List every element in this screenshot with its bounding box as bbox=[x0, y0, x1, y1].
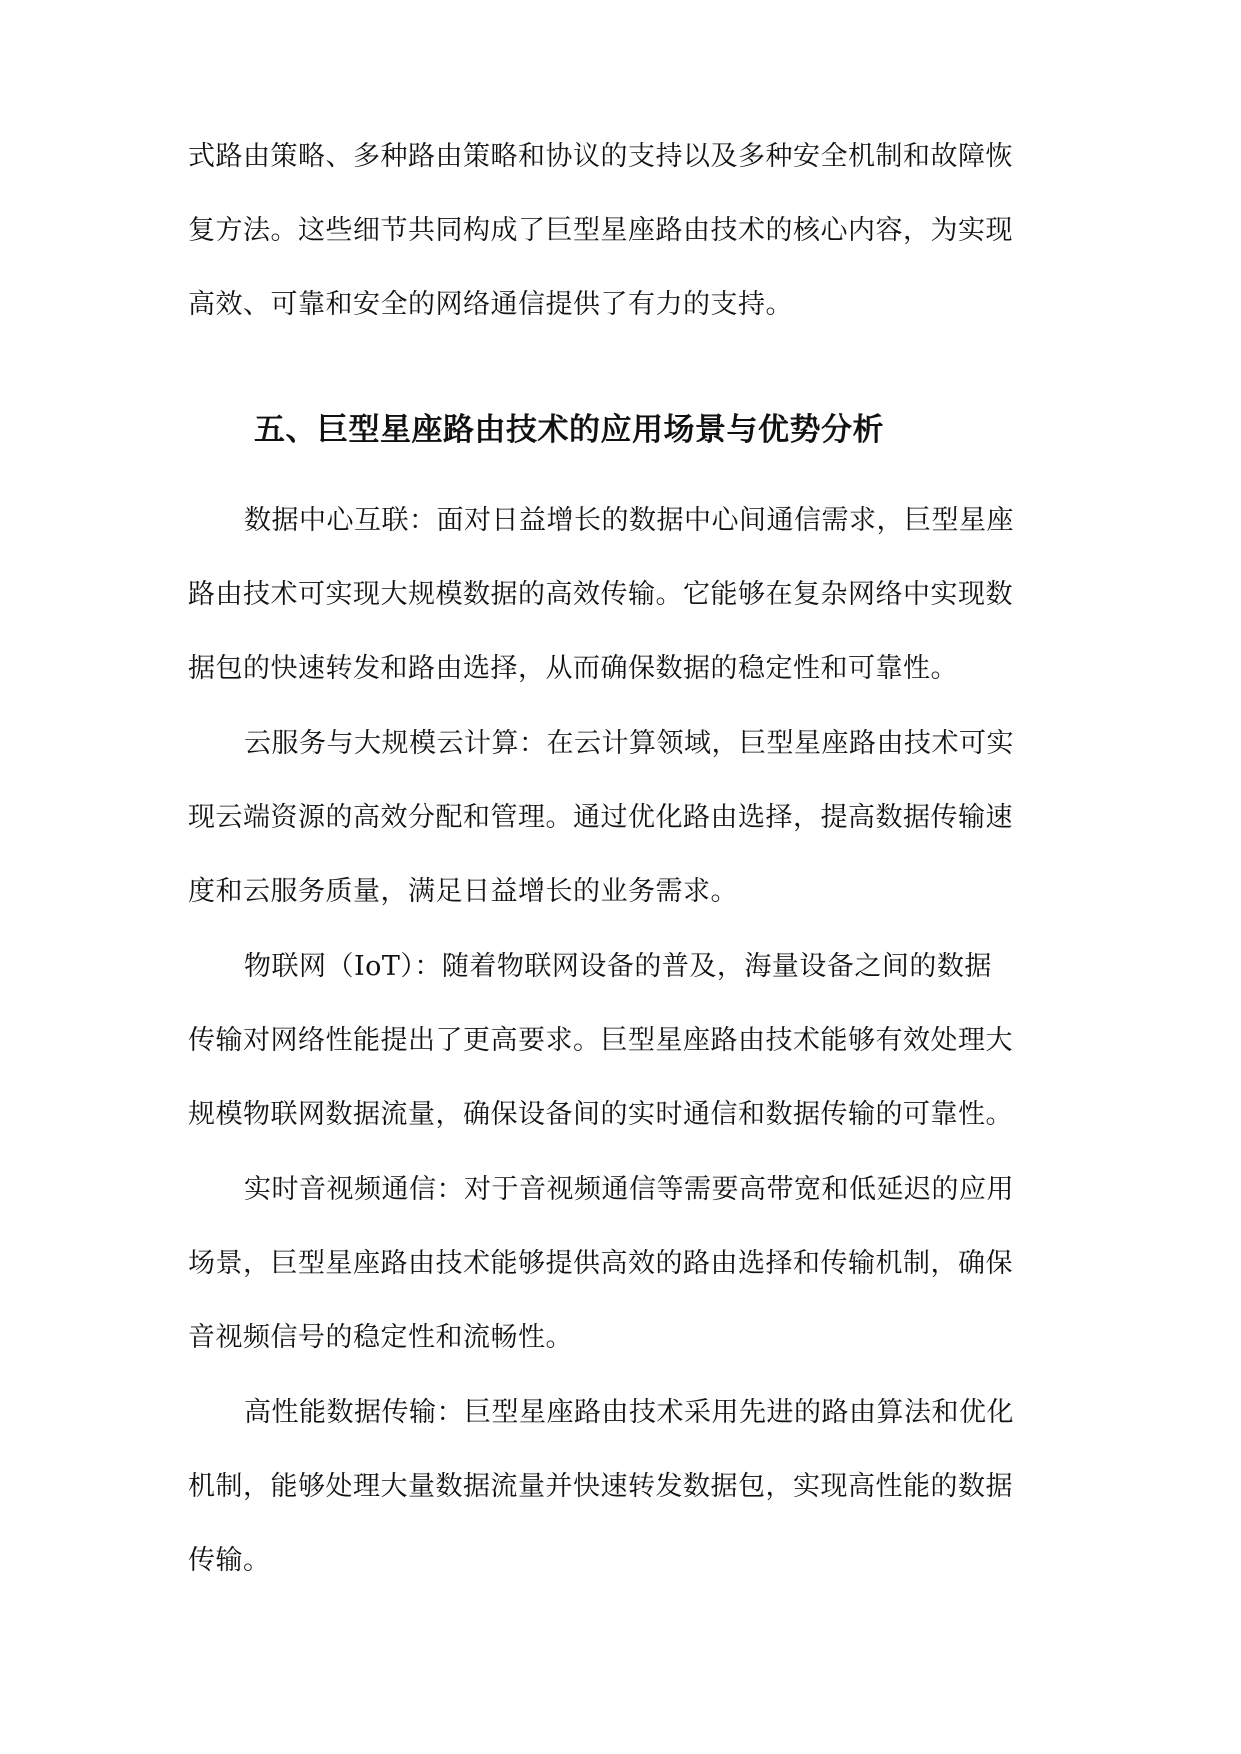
paragraph-line: 度和云服务质量，满足日益增长的业务需求。 bbox=[188, 876, 738, 907]
paragraph-line: 路由技术可实现大规模数据的高效传输。它能够在复杂网络中实现数 bbox=[188, 579, 1013, 610]
paragraph-line: 物联网（IoT）：随着物联网设备的普及，海量设备之间的数据 bbox=[244, 951, 992, 982]
paragraph-line: 机制，能够处理大量数据流量并快速转发数据包，实现高性能的数据 bbox=[188, 1471, 1013, 1502]
section-heading: 五、巨型星座路由技术的应用场景与优势分析 bbox=[254, 412, 884, 448]
paragraph-av bbox=[188, 1153, 1058, 1375]
paragraph-line: 场景，巨型星座路由技术能够提供高效的路由选择和传输机制，确保 bbox=[188, 1248, 1013, 1279]
paragraph-high-performance bbox=[188, 1376, 1058, 1598]
intro-line: 高效、可靠和安全的网络通信提供了有力的支持。 bbox=[188, 289, 793, 320]
paragraph-line: 据包的快速转发和路由选择，从而确保数据的稳定性和可靠性。 bbox=[188, 653, 958, 684]
intro-line: 式路由策略、多种路由策略和协议的支持以及多种安全机制和故障恢 bbox=[188, 141, 1013, 172]
paragraph-line: 高性能数据传输：巨型星座路由技术采用先进的路由算法和优化 bbox=[244, 1397, 1014, 1428]
paragraph-data-center bbox=[188, 484, 1058, 706]
paragraph-iot bbox=[188, 930, 1058, 1152]
intro-line: 复方法。这些细节共同构成了巨型星座路由技术的核心内容，为实现 bbox=[188, 215, 1013, 246]
paragraph-line: 实时音视频通信：对于音视频通信等需要高带宽和低延迟的应用 bbox=[244, 1174, 1014, 1205]
paragraph-line: 传输。 bbox=[188, 1545, 271, 1576]
paragraph-line: 规模物联网数据流量，确保设备间的实时通信和数据传输的可靠性。 bbox=[188, 1099, 1013, 1130]
paragraph-line: 云服务与大规模云计算：在云计算领域，巨型星座路由技术可实 bbox=[244, 728, 1014, 759]
intro-paragraph bbox=[188, 120, 1058, 342]
paragraph-line: 传输对网络性能提出了更高要求。巨型星座路由技术能够有效处理大 bbox=[188, 1025, 1013, 1056]
paragraph-line: 音视频信号的稳定性和流畅性。 bbox=[188, 1322, 573, 1353]
paragraph-line: 现云端资源的高效分配和管理。通过优化路由选择，提高数据传输速 bbox=[188, 802, 1013, 833]
paragraph-line: 数据中心互联：面对日益增长的数据中心间通信需求，巨型星座 bbox=[244, 505, 1014, 536]
paragraph-cloud bbox=[188, 707, 1058, 929]
